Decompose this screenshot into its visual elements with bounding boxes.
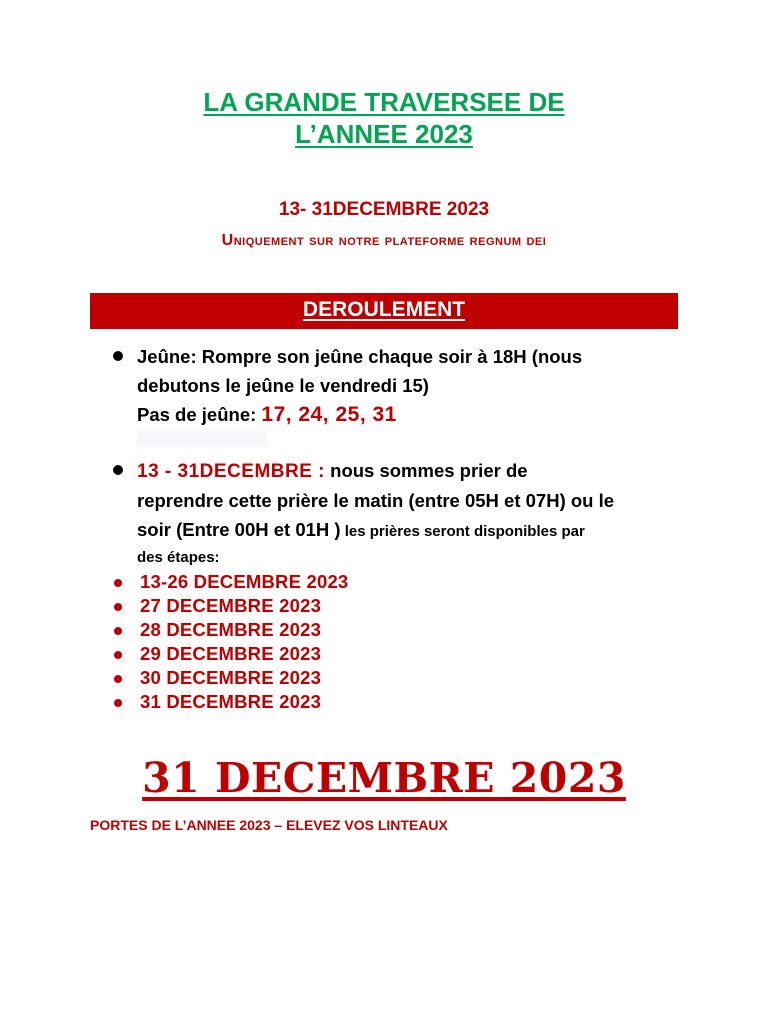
stage-item: 13-26 DECEMBRE 2023 [113, 570, 348, 594]
stage-item: 31 DECEMBRE 2023 [113, 690, 348, 714]
title-line-1: LA GRANDE TRAVERSEE DE [203, 87, 565, 117]
prayer-line-3-main: soir (Entre 00H et 01H ) [137, 519, 341, 540]
prayer-line-2: reprendre cette prière le matin (entre 05H et 07H) ou le [137, 490, 615, 511]
section-banner [90, 293, 678, 329]
dates-heading: 13- 31DECEMBRE 2023 [278, 199, 490, 220]
stage-item: 29 DECEMBRE 2023 [113, 642, 348, 666]
subtitle: Uniquement sur notre plateforme regnum dei [221, 232, 547, 249]
big-date: 31 DECEMBRE 2023 [142, 754, 626, 802]
prayer-line-3 [137, 515, 697, 546]
prayer-date-range: 13 - 31DECEMBRE : [137, 461, 325, 482]
prayer-line-1-rest: nous sommes prier de [325, 460, 528, 481]
prayer-line-3-small: les prières seront disponibles par [340, 523, 585, 540]
faint-highlight [137, 431, 267, 447]
footer-text: PORTES DE L’ANNEE 2023 – ELEVEZ VOS LINTEAUX [90, 817, 448, 833]
bullet-icon [113, 351, 123, 361]
fasting-item [137, 342, 697, 429]
prayer-item [137, 456, 697, 570]
no-fast-days: 17, 24, 25, 31 [261, 403, 397, 426]
prayer-line-1 [137, 456, 697, 486]
fasting-line-2: debutons le jeûne le vendredi 15) [137, 375, 429, 396]
bullet-icon [113, 465, 123, 475]
banner-label: DEROULEMENT [302, 298, 466, 321]
title-line-2: L’ANNEE 2023 [295, 119, 473, 149]
stage-item: 30 DECEMBRE 2023 [113, 666, 348, 690]
no-fast-label: Pas de jeûne: [137, 404, 257, 425]
stage-item: 28 DECEMBRE 2023 [113, 618, 348, 642]
stage-item: 27 DECEMBRE 2023 [113, 594, 348, 618]
prayer-line-4: des étapes: [137, 549, 220, 566]
fasting-line-1: Jeûne: Rompre son jeûne chaque soir à 18H (nous [137, 346, 583, 367]
document-title [0, 86, 768, 150]
stages-list [113, 570, 348, 714]
no-fast-line [137, 400, 697, 429]
